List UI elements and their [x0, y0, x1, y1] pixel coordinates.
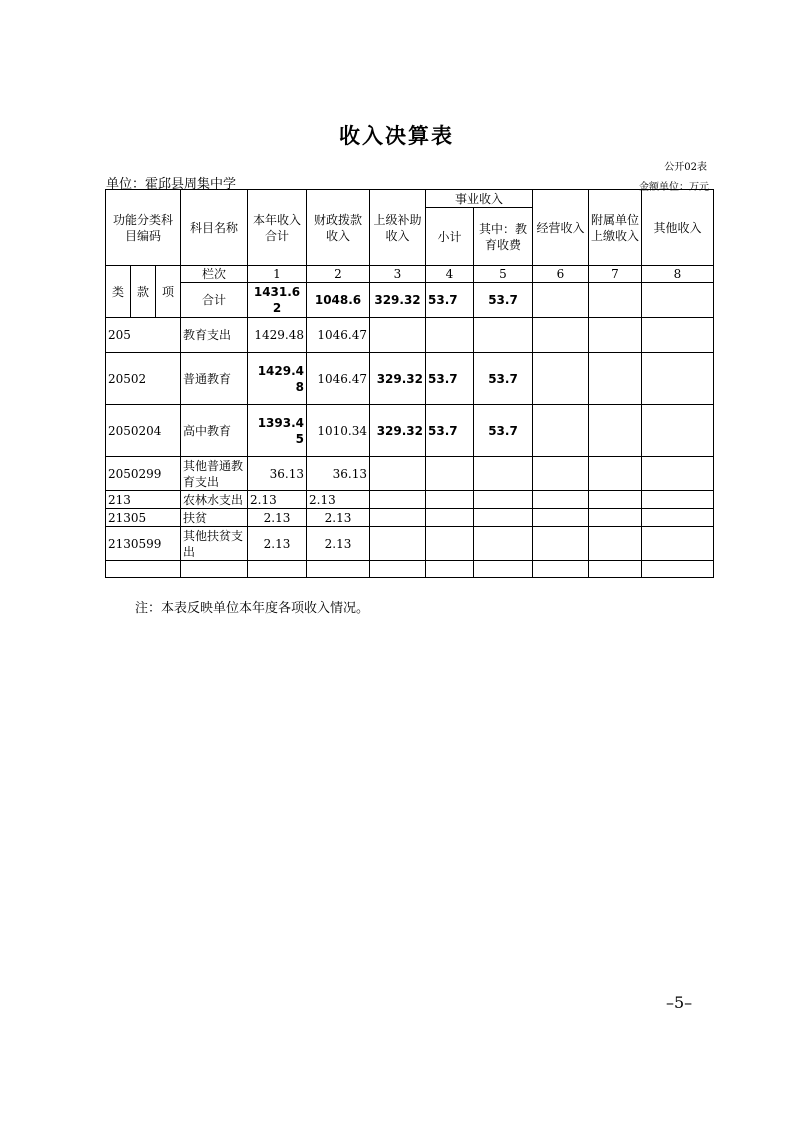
row-other: [642, 353, 714, 405]
empty-cell: [589, 561, 642, 578]
row-fiscal: 2.13: [307, 491, 370, 509]
row-superior: 329.32: [370, 405, 426, 457]
header-lanci: 栏次: [181, 266, 248, 283]
table-row: [106, 405, 714, 457]
table-row: [106, 353, 714, 405]
row-code: 2050299: [106, 457, 181, 491]
row-name: 其他扶贫支出: [181, 527, 248, 561]
row-superior: [370, 491, 426, 509]
row-name: 普通教育: [181, 353, 248, 405]
row-operating: [533, 318, 589, 353]
empty-cell: [370, 561, 426, 578]
row-edu-fee: [474, 509, 533, 527]
row-fiscal: 1046.47: [307, 318, 370, 353]
column-number: 1: [248, 266, 307, 283]
row-edu-fee: [474, 318, 533, 353]
row-edu-fee: [474, 491, 533, 509]
page-number: –5–: [666, 993, 693, 1012]
total-total: 1431.62: [248, 283, 307, 318]
header-affiliated: 附属单位上缴收入: [589, 190, 642, 266]
amount-unit: 金额单位：万元: [639, 182, 709, 193]
row-operating: [533, 405, 589, 457]
empty-cell: [533, 561, 589, 578]
row-subtotal: [426, 509, 474, 527]
row-total: 2.13: [248, 491, 307, 509]
footnote: 注：本表反映单位本年度各项收入情况。: [135, 601, 370, 616]
row-code: 205: [106, 318, 181, 353]
row-edu-fee: 53.7: [474, 405, 533, 457]
row-operating: [533, 491, 589, 509]
row-other: [642, 457, 714, 491]
row-fiscal: 36.13: [307, 457, 370, 491]
empty-cell: [474, 561, 533, 578]
row-operating: [533, 527, 589, 561]
row-other: [642, 527, 714, 561]
row-other: [642, 405, 714, 457]
column-number: 4: [426, 266, 474, 283]
column-number: 8: [642, 266, 714, 283]
column-number: 7: [589, 266, 642, 283]
row-name: 其他普通教育支出: [181, 457, 248, 491]
header-business: 事业收入: [426, 190, 533, 208]
empty-cell: [181, 561, 248, 578]
row-name: 教育支出: [181, 318, 248, 353]
column-number: 3: [370, 266, 426, 283]
row-subtotal: 53.7: [426, 353, 474, 405]
header-row-1: [106, 190, 714, 208]
empty-cell: [248, 561, 307, 578]
row-other: [642, 509, 714, 527]
header-total: 本年收入合计: [248, 190, 307, 266]
empty-cell: [642, 561, 714, 578]
column-number-row: [106, 266, 714, 283]
row-fiscal: 1010.34: [307, 405, 370, 457]
header-lei: 类: [106, 266, 131, 318]
header-edu-fee: 其中：教育收费: [474, 208, 533, 266]
total-subtotal: 53.7: [426, 283, 474, 318]
row-total: 1429.48: [248, 353, 307, 405]
row-fiscal: 1046.47: [307, 353, 370, 405]
row-total: 2.13: [248, 527, 307, 561]
row-code: 2050204: [106, 405, 181, 457]
total-superior: 329.32: [370, 283, 426, 318]
table-row: [106, 457, 714, 491]
row-subtotal: [426, 527, 474, 561]
total-fiscal: 1048.6: [307, 283, 370, 318]
page-title: 收入决算表: [339, 124, 454, 148]
row-total: 2.13: [248, 509, 307, 527]
row-affiliated: [589, 457, 642, 491]
row-code: 20502: [106, 353, 181, 405]
row-edu-fee: [474, 457, 533, 491]
empty-cell: [426, 561, 474, 578]
row-edu-fee: 53.7: [474, 353, 533, 405]
header-code: 功能分类科目编码: [106, 190, 181, 266]
header-kuan: 款: [131, 266, 156, 318]
row-total: 1393.45: [248, 405, 307, 457]
row-code: 2130599: [106, 527, 181, 561]
column-number: 5: [474, 266, 533, 283]
header-name: 科目名称: [181, 190, 248, 266]
row-fiscal: 2.13: [307, 527, 370, 561]
table-row: [106, 491, 714, 509]
row-fiscal: 2.13: [307, 509, 370, 527]
row-superior: [370, 318, 426, 353]
row-code: 21305: [106, 509, 181, 527]
form-number: 公开02表: [664, 162, 707, 173]
row-subtotal: [426, 491, 474, 509]
header-other: 其他收入: [642, 190, 714, 266]
empty-row: [106, 561, 714, 578]
row-operating: [533, 353, 589, 405]
header-operating: 经营收入: [533, 190, 589, 266]
row-edu-fee: [474, 527, 533, 561]
total-edu-fee: 53.7: [474, 283, 533, 318]
income-table: [105, 189, 714, 578]
row-other: [642, 318, 714, 353]
unit-name: 单位：霍邱县周集中学: [106, 177, 237, 192]
row-other: [642, 491, 714, 509]
row-operating: [533, 457, 589, 491]
empty-cell: [307, 561, 370, 578]
row-subtotal: [426, 318, 474, 353]
header-fiscal: 财政拨款收入: [307, 190, 370, 266]
row-superior: [370, 509, 426, 527]
header-subtotal: 小计: [426, 208, 474, 266]
total-affiliated: [589, 283, 642, 318]
total-label: 合计: [181, 283, 248, 318]
row-superior: 329.32: [370, 353, 426, 405]
total-operating: [533, 283, 589, 318]
total-other: [642, 283, 714, 318]
table-row: [106, 527, 714, 561]
row-affiliated: [589, 509, 642, 527]
table-row: [106, 509, 714, 527]
row-affiliated: [589, 527, 642, 561]
column-number: 2: [307, 266, 370, 283]
row-name: 农林水支出: [181, 491, 248, 509]
row-affiliated: [589, 405, 642, 457]
header-superior: 上级补助收入: [370, 190, 426, 266]
column-number: 6: [533, 266, 589, 283]
row-operating: [533, 509, 589, 527]
row-superior: [370, 527, 426, 561]
row-subtotal: [426, 457, 474, 491]
total-row: [106, 283, 714, 318]
row-code: 213: [106, 491, 181, 509]
empty-cell: [106, 561, 181, 578]
row-total: 1429.48: [248, 318, 307, 353]
row-total: 36.13: [248, 457, 307, 491]
row-superior: [370, 457, 426, 491]
header-xiang: 项: [156, 266, 181, 318]
row-affiliated: [589, 318, 642, 353]
row-name: 扶贫: [181, 509, 248, 527]
row-name: 高中教育: [181, 405, 248, 457]
row-affiliated: [589, 491, 642, 509]
table-row: [106, 318, 714, 353]
row-subtotal: 53.7: [426, 405, 474, 457]
row-affiliated: [589, 353, 642, 405]
